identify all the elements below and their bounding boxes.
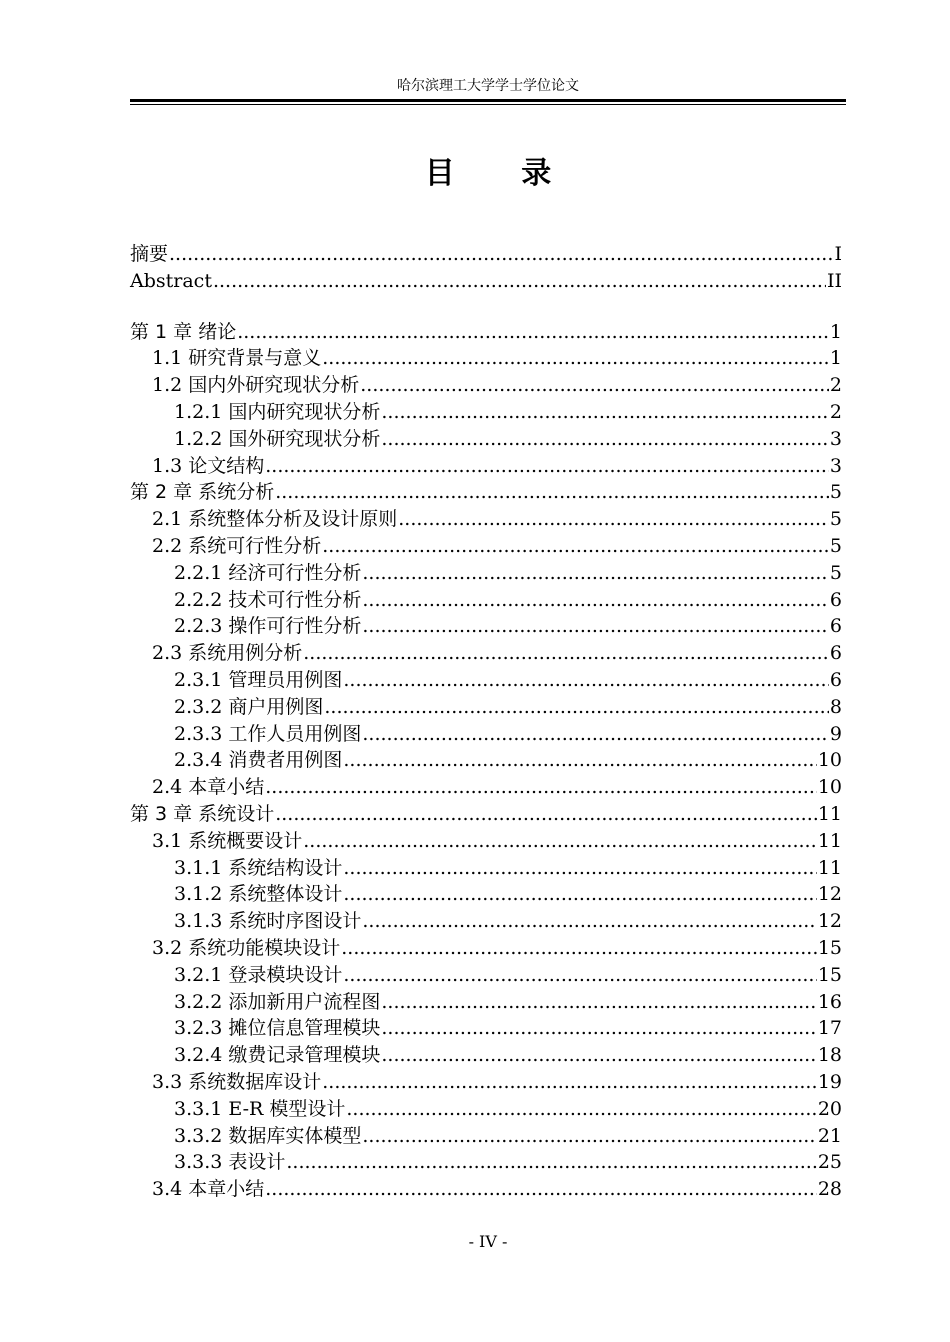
toc-entry[interactable] bbox=[130, 479, 842, 506]
toc-entry-label: 第 3 章 系统设计 bbox=[130, 802, 275, 825]
toc-leader-dots bbox=[322, 345, 829, 372]
toc-entry-label: 2.2.3 操作可行性分析 bbox=[174, 615, 362, 638]
toc-entry-page: 2 bbox=[829, 374, 842, 397]
toc-entry[interactable] bbox=[130, 345, 842, 372]
toc-entry[interactable] bbox=[130, 268, 842, 295]
toc-leader-dots bbox=[343, 881, 816, 908]
toc-leader-dots bbox=[343, 962, 816, 989]
toc-entry-page: 9 bbox=[829, 722, 842, 745]
toc-entry-page: 6 bbox=[829, 642, 842, 665]
toc-entry[interactable] bbox=[130, 774, 842, 801]
toc-entry[interactable] bbox=[130, 989, 842, 1016]
toc-entry-label: 3.2.2 添加新用户流程图 bbox=[174, 990, 381, 1013]
toc-entry-page: 8 bbox=[829, 695, 842, 718]
toc-entry-label: 2.3 系统用例分析 bbox=[152, 642, 303, 665]
toc-leader-dots bbox=[398, 506, 829, 533]
toc-entry-page: 3 bbox=[829, 454, 842, 477]
toc-entry-label: 3.2 系统功能模块设计 bbox=[152, 936, 341, 959]
toc-leader-dots bbox=[169, 241, 833, 268]
toc-entry[interactable] bbox=[130, 1096, 842, 1123]
toc-entry-label: 3.1 系统概要设计 bbox=[152, 829, 303, 852]
toc-leader-dots bbox=[381, 1015, 816, 1042]
toc-entry-page: I bbox=[834, 243, 842, 265]
toc-entry[interactable] bbox=[130, 721, 842, 748]
toc-entry[interactable] bbox=[130, 1149, 842, 1176]
toc-leader-dots bbox=[341, 935, 817, 962]
toc-entry-page: 18 bbox=[817, 1044, 842, 1067]
toc-leader-dots bbox=[381, 989, 816, 1016]
toc-entry[interactable] bbox=[130, 935, 842, 962]
toc-entry-label: 2.2.2 技术可行性分析 bbox=[174, 588, 362, 611]
toc-entry-page: 10 bbox=[817, 776, 842, 799]
toc-entry-page: 17 bbox=[817, 1017, 842, 1040]
toc-entry-page: 19 bbox=[817, 1070, 842, 1093]
toc-entry-label: 3.1.1 系统结构设计 bbox=[174, 856, 343, 879]
toc-entry[interactable] bbox=[130, 962, 842, 989]
toc-entry-page: 5 bbox=[829, 534, 842, 557]
toc-entry[interactable] bbox=[130, 801, 842, 828]
toc-entry[interactable] bbox=[130, 453, 842, 480]
toc-entry-page: 21 bbox=[817, 1124, 842, 1147]
toc-entry-page: 6 bbox=[829, 615, 842, 638]
toc-entry-page: 6 bbox=[829, 668, 842, 691]
page-title: 目 录 bbox=[424, 156, 580, 191]
toc-leader-dots bbox=[362, 560, 829, 587]
toc-entry-label: 2.4 本章小结 bbox=[152, 776, 265, 799]
toc-entry[interactable] bbox=[130, 908, 842, 935]
toc-entry-label: 1.2 国内外研究现状分析 bbox=[152, 374, 360, 397]
toc-entry-label: 1.3 论文结构 bbox=[152, 454, 265, 477]
toc-leader-dots bbox=[275, 479, 829, 506]
toc-entry-label: 3.3 系统数据库设计 bbox=[152, 1070, 322, 1093]
toc-entry-label: 第 1 章 绪论 bbox=[130, 320, 237, 343]
toc-entry-page: 15 bbox=[817, 936, 842, 959]
toc-entry[interactable] bbox=[130, 828, 842, 855]
toc-entry-label: 3.1.2 系统整体设计 bbox=[174, 883, 343, 906]
toc-entry[interactable] bbox=[130, 855, 842, 882]
toc-entry[interactable] bbox=[130, 1015, 842, 1042]
toc-entry[interactable] bbox=[130, 640, 842, 667]
toc-leader-dots bbox=[303, 828, 817, 855]
toc-entry-page: 11 bbox=[817, 829, 842, 852]
toc-entry-label: 3.2.1 登录模块设计 bbox=[174, 963, 343, 986]
toc-leader-dots bbox=[322, 533, 829, 560]
toc-leader-dots bbox=[381, 399, 829, 426]
toc-entry[interactable] bbox=[130, 694, 842, 721]
toc-leader-dots bbox=[362, 613, 829, 640]
toc-leader-dots bbox=[275, 801, 817, 828]
toc-entry-page: 28 bbox=[817, 1178, 842, 1201]
toc-entry-label: 摘要 bbox=[130, 243, 169, 265]
toc-leader-dots bbox=[362, 908, 816, 935]
toc-entry-label: 1.2.2 国外研究现状分析 bbox=[174, 427, 381, 450]
toc-entry[interactable] bbox=[130, 587, 842, 614]
toc-entry-page: 2 bbox=[829, 400, 842, 423]
toc-entry[interactable] bbox=[130, 613, 842, 640]
toc-entry-label: 3.3.1 E-R 模型设计 bbox=[174, 1097, 346, 1120]
toc-leader-dots bbox=[324, 694, 829, 721]
toc-entry-page: 15 bbox=[817, 963, 842, 986]
toc-leader-dots bbox=[362, 721, 829, 748]
toc-entry-label: Abstract bbox=[130, 269, 212, 292]
toc-entry[interactable] bbox=[130, 747, 842, 774]
toc-entry-label: 2.2 系统可行性分析 bbox=[152, 534, 322, 557]
toc-entry-page: 1 bbox=[829, 320, 842, 343]
toc-entry-page: 1 bbox=[829, 347, 842, 370]
toc-entry-page: 11 bbox=[817, 856, 842, 879]
toc-entry-page: 11 bbox=[817, 802, 842, 825]
toc-leader-dots bbox=[343, 747, 816, 774]
toc-leader-dots bbox=[322, 1069, 817, 1096]
toc-entry-label: 1.2.1 国内研究现状分析 bbox=[174, 400, 381, 423]
toc-entry-label: 3.2.4 缴费记录管理模块 bbox=[174, 1044, 381, 1067]
toc-leader-dots bbox=[381, 1042, 816, 1069]
header-rule-thick bbox=[130, 99, 846, 102]
toc-entry[interactable] bbox=[130, 319, 842, 346]
toc-entry-label: 2.3.1 管理员用例图 bbox=[174, 668, 343, 691]
toc-leader-dots bbox=[286, 1149, 816, 1176]
toc-entry-page: 10 bbox=[817, 749, 842, 772]
toc-entry[interactable] bbox=[130, 667, 842, 694]
toc-entry-label: 3.3.2 数据库实体模型 bbox=[174, 1124, 362, 1147]
toc-entry-page: 20 bbox=[817, 1097, 842, 1120]
toc-entry-label: 2.2.1 经济可行性分析 bbox=[174, 561, 362, 584]
toc-entry[interactable] bbox=[130, 1069, 842, 1096]
toc-entry-label: 3.1.3 系统时序图设计 bbox=[174, 910, 362, 933]
toc-entry-page: 16 bbox=[817, 990, 842, 1013]
toc-entry-page: 3 bbox=[829, 427, 842, 450]
toc-leader-dots bbox=[265, 774, 817, 801]
running-header: 哈尔滨理工大学学士学位论文 bbox=[397, 78, 579, 94]
toc-entry-label: 3.2.3 摊位信息管理模块 bbox=[174, 1017, 381, 1040]
toc-leader-dots bbox=[265, 453, 829, 480]
toc-leader-dots bbox=[237, 319, 829, 346]
toc-leader-dots bbox=[303, 640, 829, 667]
toc-leader-dots bbox=[343, 667, 829, 694]
toc-entry[interactable] bbox=[130, 399, 842, 426]
toc-entry-label: 2.3.2 商户用例图 bbox=[174, 695, 324, 718]
header-rule-thin bbox=[130, 104, 846, 105]
toc-entry-label: 3.4 本章小结 bbox=[152, 1178, 265, 1201]
toc-entry-page: 5 bbox=[829, 508, 842, 531]
toc-entry-label: 2.1 系统整体分析及设计原则 bbox=[152, 508, 398, 531]
toc-leader-dots bbox=[362, 1123, 816, 1150]
toc-entry-label: 2.3.3 工作人员用例图 bbox=[174, 722, 362, 745]
toc-entry[interactable] bbox=[130, 1176, 842, 1203]
toc-entry-label: 2.3.4 消费者用例图 bbox=[174, 749, 343, 772]
toc-entry-label: 1.1 研究背景与意义 bbox=[152, 347, 322, 370]
toc-entry[interactable] bbox=[130, 372, 842, 399]
toc-entry-label: 第 2 章 系统分析 bbox=[130, 481, 275, 504]
table-of-contents bbox=[130, 241, 842, 1203]
toc-leader-dots bbox=[360, 372, 829, 399]
toc-entry-page: 12 bbox=[817, 910, 842, 933]
toc-entry-page: 25 bbox=[817, 1151, 842, 1174]
toc-entry-page: 6 bbox=[829, 588, 842, 611]
page-number: - IV - bbox=[468, 1232, 508, 1251]
toc-entry[interactable] bbox=[130, 533, 842, 560]
toc-entry[interactable] bbox=[130, 1042, 842, 1069]
toc-leader-dots bbox=[265, 1176, 817, 1203]
toc-leader-dots bbox=[213, 268, 826, 295]
toc-entry-page: 5 bbox=[829, 481, 842, 504]
toc-entry[interactable] bbox=[130, 1123, 842, 1150]
toc-entry[interactable] bbox=[130, 881, 842, 908]
toc-entry-label: 3.3.3 表设计 bbox=[174, 1151, 286, 1174]
toc-entry-page: II bbox=[826, 269, 842, 292]
toc-entry[interactable] bbox=[130, 241, 842, 268]
toc-leader-dots bbox=[343, 855, 816, 882]
toc-leader-dots bbox=[362, 587, 829, 614]
toc-entry[interactable] bbox=[130, 560, 842, 587]
toc-entry[interactable] bbox=[130, 426, 842, 453]
toc-entry[interactable] bbox=[130, 506, 842, 533]
toc-leader-dots bbox=[346, 1096, 816, 1123]
toc-entry-page: 12 bbox=[817, 883, 842, 906]
toc-leader-dots bbox=[381, 426, 829, 453]
toc-entry-page: 5 bbox=[829, 561, 842, 584]
